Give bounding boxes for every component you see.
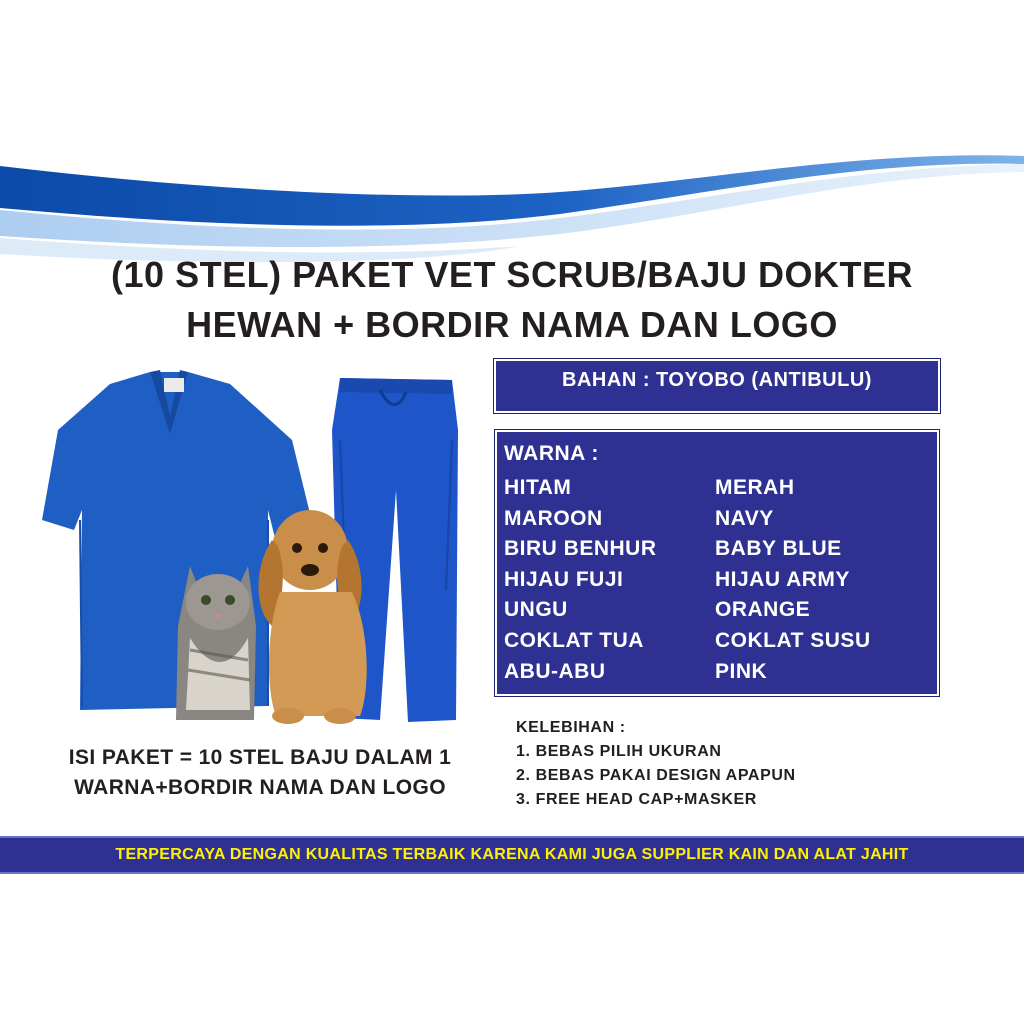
color-option: HITAM — [504, 476, 572, 499]
color-option: MAROON — [504, 506, 603, 530]
warna-panel — [497, 432, 937, 694]
isi-paket-line-2: WARNA+BORDIR NAMA DAN LOGO — [74, 776, 446, 799]
color-option: ABU-ABU — [504, 659, 606, 683]
kelebihan-list — [516, 716, 796, 812]
color-option: MERAH — [715, 476, 795, 499]
warna-column-left — [504, 473, 657, 687]
color-option: COKLAT SUSU — [715, 628, 871, 652]
page-title-line-1: (10 STEL) PAKET VET SCRUB/BAJU DOKTER — [111, 254, 913, 295]
page-title-line-2: HEWAN + BORDIR NAMA DAN LOGO — [186, 304, 838, 345]
color-option: COKLAT TUA — [504, 628, 644, 652]
color-option: HIJAU ARMY — [715, 567, 850, 591]
kelebihan-item: 1. BEBAS PILIH UKURAN — [516, 743, 722, 760]
color-option: ORANGE — [715, 598, 811, 622]
footer-banner: TERPERCAYA DENGAN KUALITAS TERBAIK KARENA KAMI JUGA SUPPLIER KAIN DAN ALAT JAHIT — [0, 836, 1024, 874]
kelebihan-item: 2. BEBAS PAKAI DESIGN APAPUN — [516, 767, 796, 784]
color-option: BABY BLUE — [715, 537, 842, 561]
color-option: UNGU — [504, 598, 568, 622]
kelebihan-item: 3. FREE HEAD CAP+MASKER — [516, 791, 757, 808]
color-option: NAVY — [715, 506, 774, 530]
blue-wave-decoration — [0, 130, 1024, 270]
kitten — [176, 566, 256, 720]
kelebihan-heading: KELEBIHAN : — [516, 719, 626, 736]
bahan-panel: BAHAN : TOYOBO (ANTIBULU) — [496, 361, 938, 411]
warna-column-right — [715, 473, 871, 687]
color-option: HIJAU FUJI — [504, 567, 624, 591]
isi-paket-line-1: ISI PAKET = 10 STEL BAJU DALAM 1 — [68, 746, 452, 769]
warna-heading: WARNA : — [504, 442, 599, 465]
scrub-and-pets-image — [40, 370, 470, 730]
color-option: PINK — [715, 659, 768, 683]
color-option: BIRU BENHUR — [504, 537, 657, 561]
